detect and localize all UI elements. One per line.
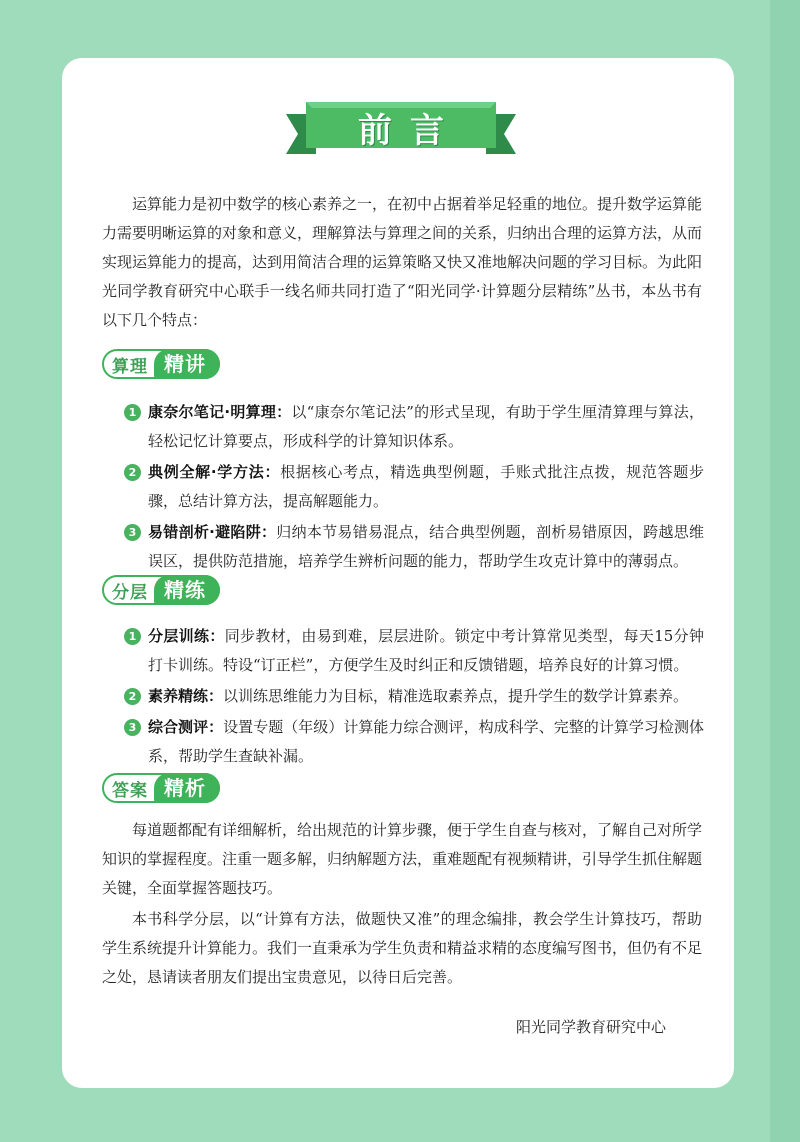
item-title: 综合测评： <box>148 718 224 736</box>
number-badge: 1 <box>124 404 141 421</box>
signature: 阳光同学教育研究中心 <box>515 1018 666 1036</box>
page-edge <box>770 0 800 1142</box>
closing-paragraph: 本书科学分层，以“计算有方法，做题快又准”的理念编排，教会学生计算技巧，帮助学生系统提升计算能力。我们一直秉承为学生负责和精益求精的态度编写图书，但仍有不足之处，恳请读者朋友们提出宝贵意见，以待日后完善。 <box>102 910 703 986</box>
page-title: 前言 <box>358 110 462 151</box>
item-text: 设置专题（年级）计算能力综合测评，构成科学、完整的计算学习检测体系，帮助学生查缺补漏。 <box>148 718 704 765</box>
heading-suffix: 精讲 <box>154 349 220 379</box>
intro-text: 运算能力是初中数学的核心素养之一，在初中占据着举足轻重的地位。提升数学运算能力需要明晰运算的对象和意义，理解算法与算理之间的关系，归纳出合理的运算方法，从而实现运算能力的提高，达到用简洁合理的运算策略又快又准地解决问题的学习目标。为此阳光同学教育研究中心联手一线名师共同打造了“阳光同学·计算题分层精练”丛书，本丛书有以下几个特点： <box>102 195 703 329</box>
number-badge: 1 <box>124 628 141 645</box>
preface-card <box>62 58 734 1088</box>
list-item <box>124 682 704 711</box>
heading-pill <box>102 773 220 803</box>
item-text: 以训练思维能力为目标，精准选取素养点，提升学生的数学计算素养。 <box>223 687 689 705</box>
list-item <box>124 713 704 771</box>
heading-prefix: 分层 <box>112 582 148 603</box>
list-item <box>124 518 704 576</box>
heading-pill <box>102 349 220 379</box>
answer-paragraph: 每道题都配有详细解析，给出规范的计算步骤，便于学生自查与核对，了解自己对所学知识的掌握程度。注重一题多解，归纳解题方法，重难题配有视频精讲，引导学生抓住解题关键，全面掌握答题技巧。 <box>102 821 703 897</box>
number-badge: 2 <box>124 464 141 481</box>
heading-suffix: 精析 <box>154 773 220 803</box>
number-badge: 3 <box>124 524 141 541</box>
number-badge: 3 <box>124 719 141 736</box>
section-list-fenceng <box>124 622 704 771</box>
heading-pill <box>102 575 220 605</box>
section-heading-daan <box>102 770 220 806</box>
item-text: 同步教材，由易到难，层层进阶。锁定中考计算常见类型，每天15分钟打卡训练。特设“订正栏”，方便学生及时纠正和反馈错题，培养良好的计算习惯。 <box>148 627 704 674</box>
item-text: 归纳本节易错易混点，结合典型例题，剖析易错原因，跨越思维误区，提供防范措施，培养学生辨析问题的能力，帮助学生攻克计算中的薄弱点。 <box>148 523 704 570</box>
number-badge: 2 <box>124 688 141 705</box>
item-title: 分层训练： <box>148 627 225 645</box>
list-item <box>124 398 704 456</box>
answer-section-body <box>102 816 702 992</box>
item-title: 素养精练： <box>148 687 224 705</box>
title-banner <box>286 96 516 158</box>
heading-suffix: 精练 <box>154 575 220 605</box>
item-title: 典例全解·学方法： <box>148 463 281 481</box>
section-heading-suanli <box>102 346 220 382</box>
intro-paragraph <box>102 190 702 335</box>
heading-prefix: 算理 <box>112 356 148 377</box>
item-title: 康奈尔笔记·明算理： <box>148 403 292 421</box>
item-text: 以“康奈尔笔记法”的形式呈现，有助于学生厘清算理与算法，轻松记忆计算要点，形成科学的计算知识体系。 <box>148 403 704 450</box>
item-title: 易错剖析·避陷阱： <box>148 523 277 541</box>
item-text: 根据核心考点，精选典型例题，手账式批注点拨，规范答题步骤，总结计算方法，提高解题能力。 <box>148 463 704 510</box>
section-heading-fenceng <box>102 572 220 608</box>
section-list-suanli <box>124 398 704 576</box>
list-item <box>124 622 704 680</box>
heading-prefix: 答案 <box>112 780 148 801</box>
list-item <box>124 458 704 516</box>
